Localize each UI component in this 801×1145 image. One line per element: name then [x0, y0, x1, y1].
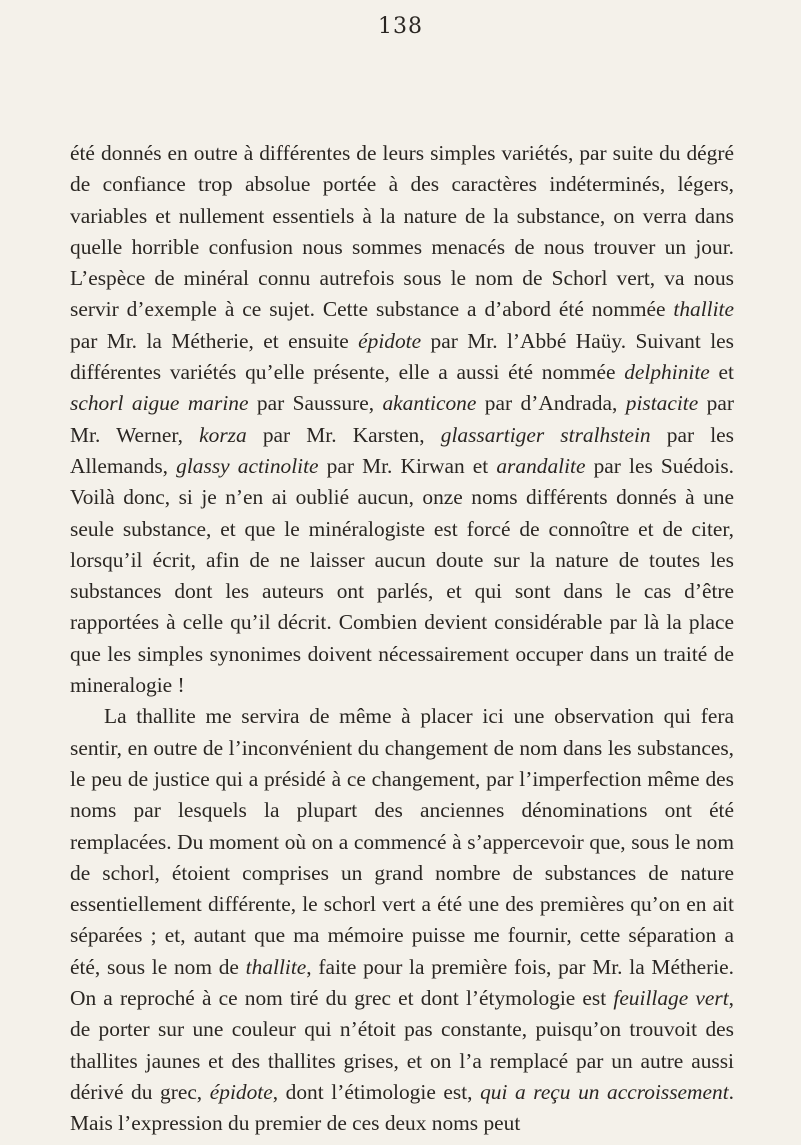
italic-term: épidote — [358, 328, 422, 353]
italic-term: delphinite — [624, 360, 710, 385]
italic-term: glassy actinolite — [176, 453, 319, 478]
text-run: par Saussure, — [248, 391, 383, 416]
body-text — [70, 138, 734, 1140]
italic-term: korza — [199, 422, 247, 447]
text-run: par d’Andrada, — [476, 391, 626, 416]
italic-term: schorl aigue marine — [70, 391, 249, 416]
text-run: par Mr. Werner, — [70, 391, 734, 447]
text-run: par Mr. l’Abbé Haüy. Suivant les différentes variétés qu’elle présente, elle a aussi été nommée — [70, 328, 734, 385]
italic-term: feuillage vert — [613, 986, 729, 1011]
text-run: par les Suédois. Voilà donc, si je n’en ai oublié aucun, onze noms différents donnés à une seule substance, et que le minéralogiste est forcé de connoître et de citer, lorsqu’il écrit, afin de ne laisser aucun doute sur la nature de toutes les substances dont les auteurs ont parlés, et qui sont dans le cas d’être rapportées à celle qu’il décrit. Combien devient considérable par là la place que les simples synonimes doivent nécessairement occuper dans un traité de mineralogie ! — [70, 453, 735, 698]
italic-term: pistacite — [625, 391, 699, 416]
italic-term: glassartiger stralhstein — [440, 422, 651, 447]
text-run: par Mr. la Métherie, et ensuite — [70, 328, 359, 353]
italic-term: épidote — [209, 1079, 273, 1104]
text-run: par Mr. Karsten, — [246, 422, 441, 447]
text-run: par Mr. Kirwan et — [318, 453, 497, 478]
paragraph-1 — [70, 138, 734, 701]
paragraph-2 — [70, 701, 734, 1139]
italic-term: thallite — [673, 297, 734, 322]
text-run: et — [709, 360, 734, 385]
italic-term: thallite — [245, 954, 307, 979]
text-run: . Mais l’expression du premier de ces deux noms peut — [70, 1079, 734, 1136]
text-run: La thallite me servira de même à placer ici une observation qui fera sentir, en outre de l’inconvénient du changement de nom dans les substances, le peu de justice qui a présidé à ce changement, par l’imperfection même des noms par lesquels la plupart des anciennes dénominations ont été remplacées. Du moment où on a commencé à s’appercevoir que, sous le nom de schorl, étoient comprises un grand nombre de substances de nature essentiellement différente, le schorl vert a été une des premières qu’on en ait séparées ; et, autant que ma mémoire puisse me fournir, cette séparation a été, sous le nom de — [70, 704, 734, 979]
italic-term: akanticone — [382, 391, 477, 416]
page-number: 138 — [378, 14, 423, 39]
text-run: été donnés en outre à différentes de leurs simples variétés, par suite du dégré de confiance trop absolue portée à des caractères indéterminés, légers, variables et nullement essentiels à la nature de la substance, on verra dans quelle horrible confusion nous sommes menacés de nous trouver un jour. L’espèce de minéral connu autrefois sous le nom de Schorl vert, va nous servir d’exemple à ce sujet. Cette substance a d’abord été nommée — [70, 141, 734, 322]
text-run: , de porter sur une couleur qui n’étoit pas constante, puisqu’on trouvoit des thallites jaunes et des thallites grises, et on l’a remplacé par un autre aussi dérivé du grec, — [70, 986, 735, 1104]
text-run: par les Allemands, — [70, 422, 734, 478]
italic-term: arandalite — [496, 453, 586, 478]
italic-term: qui a reçu un accroissement — [480, 1079, 729, 1104]
text-run: , dont l’étimologie est, — [272, 1079, 481, 1104]
text-run: , faite pour la première fois, par Mr. la Métherie. On a reproché à ce nom tiré du grec et dont l’étymologie est — [70, 954, 734, 1011]
